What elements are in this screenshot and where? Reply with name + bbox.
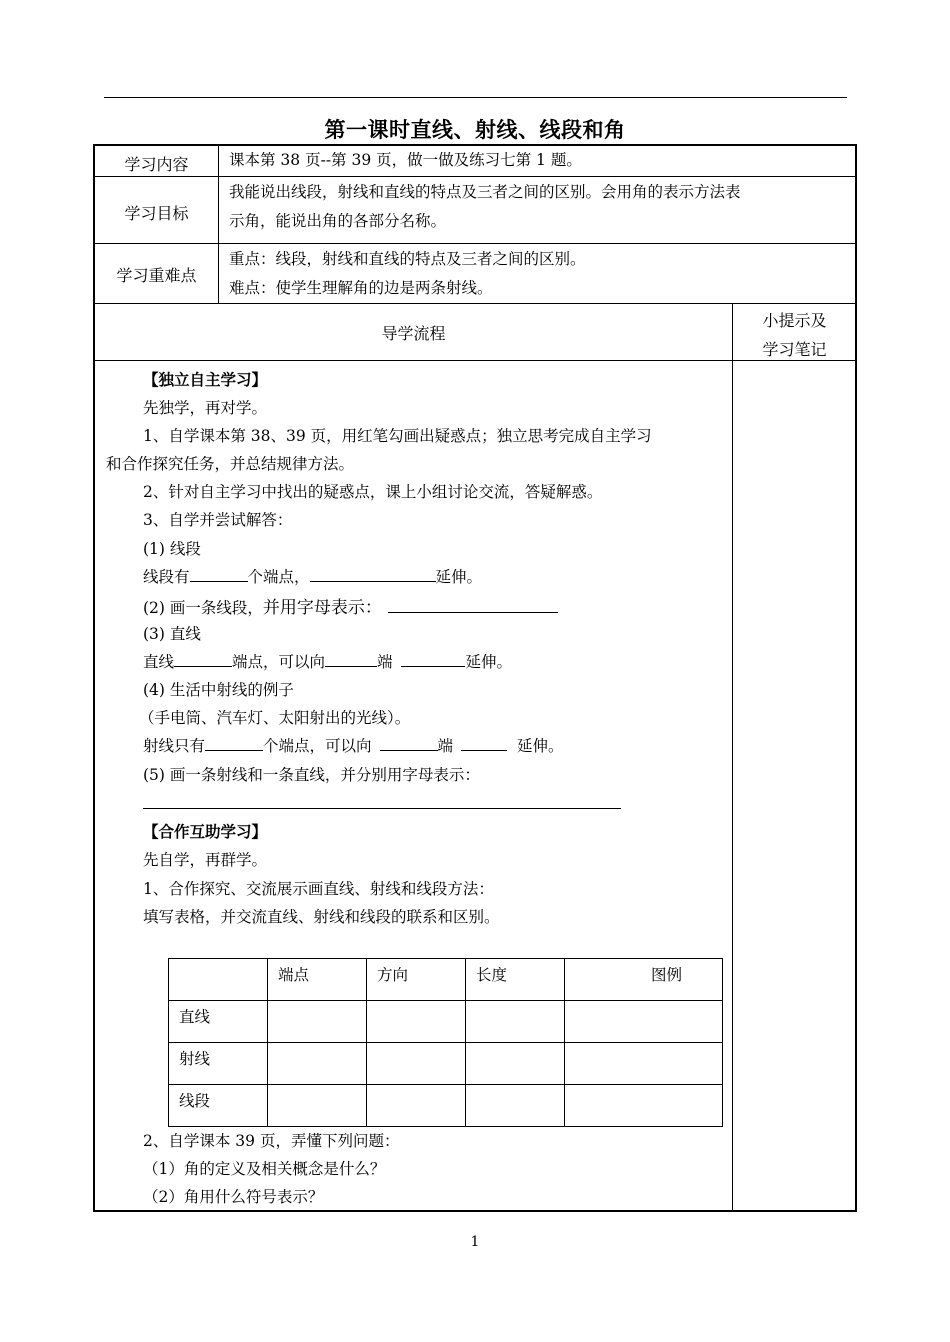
table-row bbox=[169, 1043, 723, 1085]
drawing-answer-line[interactable] bbox=[143, 808, 621, 809]
table-header-row bbox=[169, 959, 723, 1001]
s1-line-4: 2、针对自主学习中找出的疑惑点，课上小组讨论交流，答疑解惑。 bbox=[143, 483, 603, 501]
q4-text-a: 射线只有 bbox=[143, 737, 206, 755]
worksheet-table bbox=[93, 144, 857, 1212]
s2-line-2: 1、合作探究、交流展示画直线、射线和线段方法： bbox=[143, 880, 494, 898]
q3-text-b: 端点，可以向 bbox=[232, 653, 326, 671]
flow-header: 导学流程 bbox=[381, 324, 446, 343]
q4-text-b: 个端点，可以向 bbox=[263, 737, 372, 755]
blank-field[interactable] bbox=[205, 736, 263, 751]
s1-line-3: 和合作探究任务，并总结规律方法。 bbox=[106, 455, 355, 473]
content-text: 课本第 38 页--第 39 页，做一做及练习七第 1 题。 bbox=[229, 151, 582, 169]
goal-line-1: 我能说出线段，射线和直线的特点及三者之间的区别。会用角的表示方法表 bbox=[229, 183, 741, 201]
blank-field[interactable] bbox=[380, 736, 438, 751]
table-header-cell bbox=[169, 959, 268, 1001]
blank-field[interactable] bbox=[190, 567, 248, 582]
s3-line-1: 2、自学课本 39 页，弄懂下列问题： bbox=[143, 1132, 400, 1150]
section-independent-heading: 【独立自主学习】 bbox=[143, 371, 268, 389]
q3-text-c: 端 bbox=[377, 653, 393, 671]
table-row bbox=[169, 1001, 723, 1043]
table-cell[interactable] bbox=[466, 1043, 565, 1085]
table-header-cell: 端点 bbox=[268, 959, 367, 1001]
blank-field[interactable] bbox=[401, 652, 465, 667]
label-goal: 学习目标 bbox=[124, 204, 189, 223]
s3-line-3: （2）角用什么符号表示？ bbox=[143, 1188, 324, 1206]
q4-text-c: 端 bbox=[437, 737, 454, 755]
row-divider bbox=[95, 176, 855, 177]
q2-text-a: (2) 画一条线段， bbox=[143, 599, 263, 617]
table-header-cell: 长度 bbox=[466, 959, 565, 1001]
table-cell[interactable] bbox=[367, 1043, 466, 1085]
q3-answer-line bbox=[143, 650, 512, 672]
table-cell[interactable] bbox=[565, 1001, 723, 1043]
s1-line-2: 1、自学课本第 38、39 页，用红笔勾画出疑惑点；独立思考完成自主学习 bbox=[143, 427, 652, 445]
key-line-1: 重点：线段，射线和直线的特点及三者之间的区别。 bbox=[229, 250, 586, 268]
blank-field[interactable] bbox=[310, 567, 436, 582]
row-label-segment: 线段 bbox=[169, 1085, 268, 1127]
page-title: 第一课时直线、射线、线段和角 bbox=[324, 118, 626, 142]
q1-text-a: 线段有 bbox=[143, 568, 190, 586]
s2-line-1: 先自学，再群学。 bbox=[143, 851, 268, 869]
column-divider bbox=[218, 146, 219, 303]
table-cell[interactable] bbox=[268, 1001, 367, 1043]
table-row bbox=[169, 1085, 723, 1127]
key-line-2: 难点：使学生理解角的边是两条射线。 bbox=[229, 279, 493, 297]
table-header-cell: 图例 bbox=[565, 959, 723, 1001]
blank-field[interactable] bbox=[461, 736, 507, 751]
row-divider bbox=[95, 360, 855, 361]
q1-text-c: 延伸。 bbox=[435, 568, 483, 586]
table-cell[interactable] bbox=[565, 1085, 723, 1127]
notes-header-2: 学习笔记 bbox=[762, 340, 827, 359]
comparison-table bbox=[168, 958, 723, 1127]
table-cell[interactable] bbox=[268, 1043, 367, 1085]
q1-answer-line bbox=[143, 565, 482, 587]
q4-examples: （手电筒、汽车灯、太阳射出的光线）。 bbox=[139, 709, 411, 727]
table-cell[interactable] bbox=[466, 1001, 565, 1043]
q4-text-d: 延伸。 bbox=[517, 737, 564, 755]
row-label-line: 直线 bbox=[169, 1001, 268, 1043]
s1-line-5: 3、自学并尝试解答： bbox=[143, 511, 293, 529]
q3-text-a: 直线 bbox=[143, 653, 175, 671]
q1-text-b: 个端点， bbox=[247, 568, 310, 586]
table-cell[interactable] bbox=[367, 1001, 466, 1043]
q3-text-d: 延伸。 bbox=[465, 653, 512, 671]
section-cooperative-heading: 【合作互助学习】 bbox=[143, 823, 268, 841]
label-content: 学习内容 bbox=[124, 155, 189, 174]
table-cell[interactable] bbox=[367, 1085, 466, 1127]
notes-header-1: 小提示及 bbox=[762, 311, 827, 330]
page-number: 1 bbox=[470, 1234, 480, 1250]
table-cell[interactable] bbox=[466, 1085, 565, 1127]
q3-title: (3) 直线 bbox=[143, 625, 201, 643]
table-cell[interactable] bbox=[268, 1085, 367, 1127]
table-header-cell: 方向 bbox=[367, 959, 466, 1001]
header-rule bbox=[104, 97, 847, 98]
goal-line-2: 示角，能说出角的各部分名称。 bbox=[229, 212, 447, 230]
row-divider bbox=[95, 303, 855, 304]
label-key-points: 学习重难点 bbox=[116, 266, 197, 285]
blank-field[interactable] bbox=[388, 598, 558, 613]
column-divider bbox=[732, 303, 733, 1212]
q2-text-b: 并用字母表示： bbox=[262, 598, 382, 618]
row-divider bbox=[95, 243, 855, 244]
row-label-ray: 射线 bbox=[169, 1043, 268, 1085]
q4-title: (4) 生活中射线的例子 bbox=[143, 681, 294, 699]
s3-line-2: （1）角的定义及相关概念是什么？ bbox=[143, 1160, 386, 1178]
q5-title: (5) 画一条射线和一条直线，并分别用字母表示： bbox=[143, 766, 480, 784]
q4-answer-line bbox=[143, 734, 564, 756]
s2-line-3: 填写表格，并交流直线、射线和线段的联系和区别。 bbox=[143, 908, 500, 926]
q1-title: (1) 线段 bbox=[143, 540, 201, 558]
blank-field[interactable] bbox=[174, 652, 232, 667]
s1-line-1: 先独学，再对学。 bbox=[143, 399, 268, 417]
blank-field[interactable] bbox=[325, 652, 377, 667]
q2-line bbox=[143, 593, 558, 618]
table-cell[interactable] bbox=[565, 1043, 723, 1085]
